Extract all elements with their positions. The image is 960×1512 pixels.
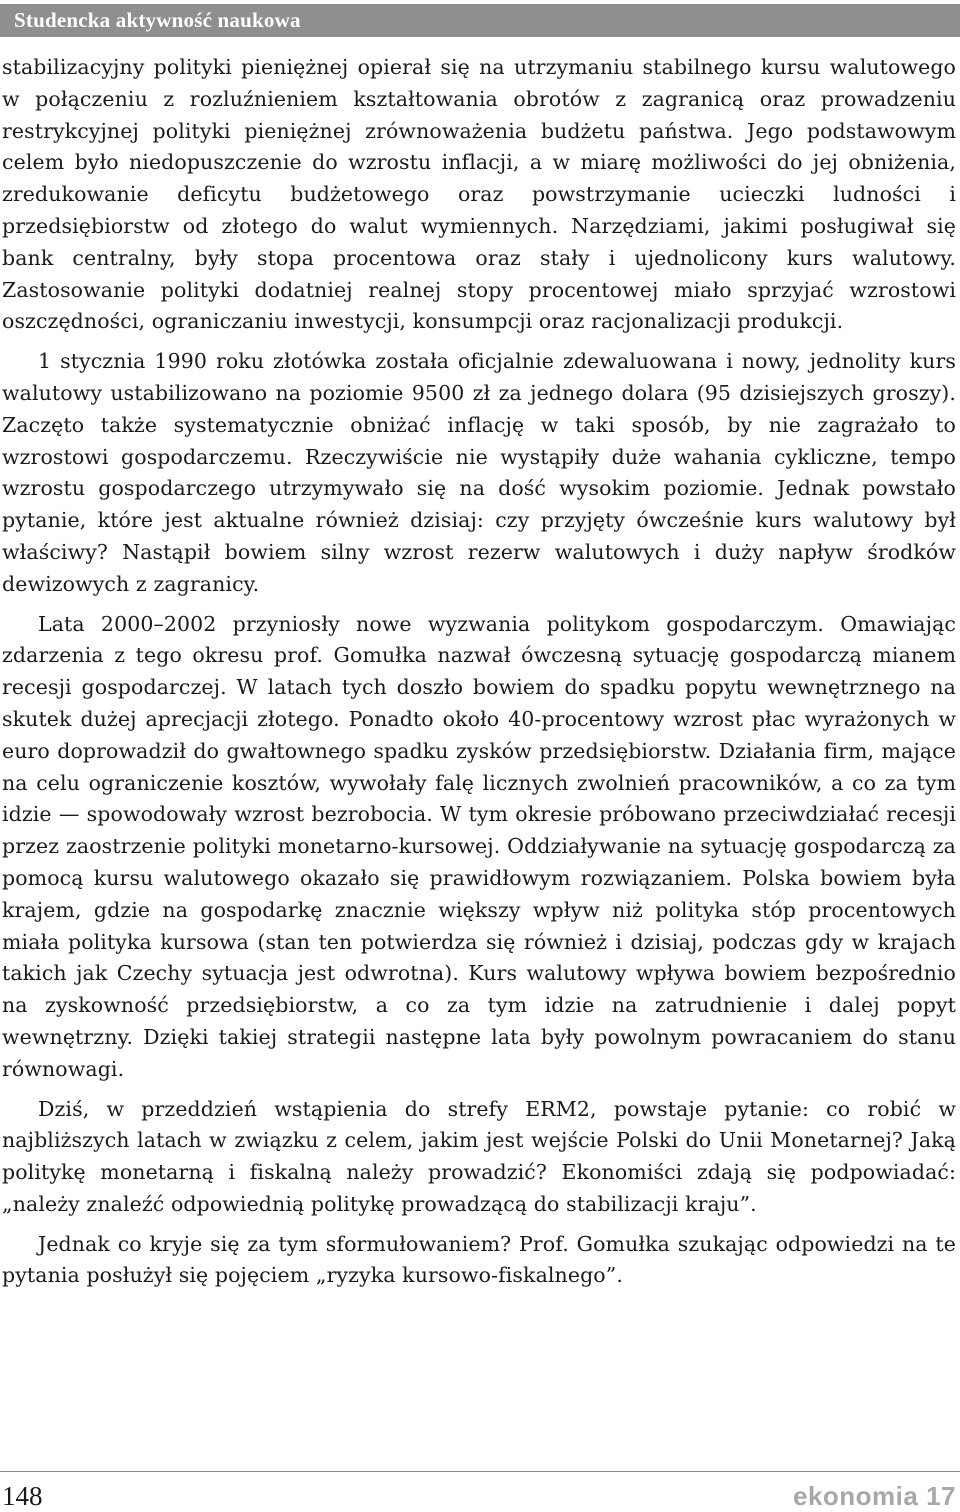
article-body — [2, 52, 956, 1292]
paragraph-recession-2000-2002: Lata 2000–2002 przyniosły nowe wyzwania politykom gospodarczym. Omawiając zdarzenia z tego okresu prof. Gomułka nazwał ówczesną sytuację gospodarczą mianem recesji gospodarczej. W latach tych doszło bowiem do spadku popytu wewnętrznego na skutek dużej aprecjacji złotego. Ponadto około 40-procentowy wzrost płac wyrażonych w euro doprowadził do gwałtownego spadku zysków przedsiębiorstw. Działania firm, mające na celu ograniczenie kosztów, wywołały falę licznych zwolnień pracowników, a co za tym idzie — spowodowały wzrost bezrobocia. W tym okresie próbowano przeciwdziałać recesji przez zaostrzenie polityki monetarno-kursowej. Oddziaływanie na sytuację gospodarczą za pomocą kursu walutowego okazało się prawidłowym rozwiązaniem. Polska bowiem była krajem, gdzie na gospodarkę znacznie większy wpływ niż polityka stóp procentowych miała polityka kursowa (stan ten potwierdza się również i dzisiaj, podczas gdy w krajach takich jak Czechy sytuacja jest odwrotna). Kurs walutowy wpływa bowiem bezpośrednio na zyskowność przedsiębiorstw, a co za tym idzie na zatrudnienie i dalej popyt wewnętrzny. Dzięki takiej strategii następne lata były powolnym powracaniem do stanu równowagi. — [2, 611, 956, 1081]
section-title: Studencka aktywność naukowa — [14, 8, 301, 32]
paragraph-fiscal-risk: Jednak co kryje się za tym sformułowaniem? Prof. Gomułka szukając odpowiedzi na te pytania posłużył się pojęciem „ryzyka kursowo-fiskalnego”. — [2, 1231, 956, 1288]
paragraph-erm2-question: Dziś, w przeddzień wstąpienia do strefy ERM2, powstaje pytanie: co robić w najbliższych latach w związku z celem, jakim jest wejście Polski do Unii Monetarnej? Jaką politykę monetarną i fiskalną należy prowadzić? Ekonomiści zdają się podpowiadać: „należy znaleźć odpowiednią politykę prowadzącą do stabilizacji kraju”. — [2, 1096, 956, 1216]
paragraph-continuation: stabilizacyjny polityki pieniężnej opierał się na utrzymaniu stabilnego kursu walutowego w połączeniu z rozluźnieniem kształtowania obrotów z zagranicą oraz prowadzeniu restrykcyjnej polityki pieniężnej zrównoważenia budżetu państwa. Jego podstawowym celem było niedopuszczenie do wzrostu inflacji, a w miarę możliwości do jej obniżenia, zredukowanie deficytu budżetowego oraz powstrzymanie ucieczki ludności i przedsiębiorstw od złotego do walut wymiennych. Narzędziami, jakimi posługiwał się bank centralny, były stopa procentowa oraz stały i ujednolicony kurs walutowy. Zastosowanie polityki dodatniej realnej stopy procentowej miało sprzyjać wzrostowi oszczędności, ograniczaniu inwestycji, konsumpcji oraz racjonalizacji produkcji. — [2, 55, 956, 334]
footer-divider — [0, 1471, 960, 1472]
journal-name: ekonomia 17 — [792, 1481, 956, 1511]
section-header-bar — [0, 4, 960, 37]
page-number: 148 — [2, 1481, 43, 1511]
paragraph-devaluation-1990: 1 stycznia 1990 roku złotówka została oficjalnie zdewaluowana i nowy, jednolity kurs walutowy ustabilizowano na poziomie 9500 zł za jednego dolara (95 dzisiejszych groszy). Zaczęto także systematycznie obniżać inflację w taki sposób, by nie zagrażało to wzrostowi gospodarczemu. Rzeczywiście nie wystąpiły duże wahania cykliczne, tempo wzrostu gospodarczego utrzymywało się na dość wysokim poziomie. Jednak powstało pytanie, które jest aktualne również dzisiaj: czy przyjęty ówcześnie kurs walutowy był właściwy? Nastąpił bowiem silny wzrost rezerw walutowych i duży napływ środków dewizowych z zagranicy. — [2, 349, 956, 596]
